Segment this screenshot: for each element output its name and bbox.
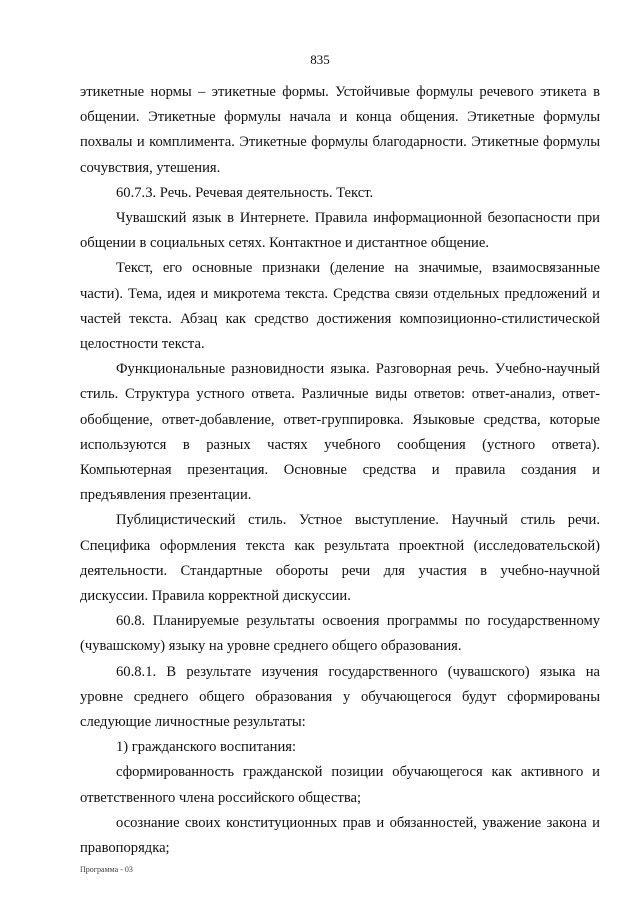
section-heading: 60.7.3. Речь. Речевая деятельность. Текст. <box>116 184 374 201</box>
paragraph: Текст, его основные признаки (деление на значимые, взаимосвязанные части). Тема, идея и микротема текста. Средства связи отдельных предложений и частей текста. Абзац как средство достижения композиционно-стилистической целостности текста. <box>80 260 600 353</box>
list-item: осознание своих конституционных прав и обязанностей, уважение закона и правопорядка; <box>80 814 600 857</box>
paragraph: 60.8.1. В результате изучения государственного (чувашского) языка на уровне среднего общего образования у обучающегося будут сформированы следующие личностные результаты: <box>80 663 600 731</box>
page-body <box>80 80 600 861</box>
paragraph: Функциональные разновидности языка. Разговорная речь. Учебно-научный стиль. Структура устного ответа. Различные виды ответов: ответ-анализ, ответ-обобщение, ответ-добавление, ответ-группировка. Языковые средства, которые используются в разных частях учебного сообщения (устного ответа). Компьютерная презентация. Основные средства и правила создания и предъявления презентации. <box>80 361 600 504</box>
footer-note: Программа - 03 <box>80 865 133 874</box>
section-heading: 60.8. Планируемые результаты освоения программы по государственному (чувашскому) языку на уровне среднего общего образования. <box>80 613 600 655</box>
list-item: 1) гражданского воспитания: <box>116 739 297 756</box>
paragraph: этикетные нормы – этикетные формы. Устойчивые формулы речевого этикета в общении. Этикетные формулы начала и конца общения. Этикетные формулы похвалы и комплимента. Этикетные формулы благодарности. Этикетные формулы сочувствия, утешения. <box>80 84 600 176</box>
paragraph: Публицистический стиль. Устное выступление. Научный стиль речи. Специфика оформления текста как результата проектной (исследовательской) деятельности. Стандартные обороты речи для участия в учебно-научной дискуссии. Правила корректной дискуссии. <box>80 512 600 605</box>
page-number: 835 <box>310 52 330 67</box>
list-item: сформированность гражданской позиции обучающегося как активного и ответственного члена российского общества; <box>80 764 600 806</box>
paragraph: Чувашский язык в Интернете. Правила информационной безопасности при общении в социальных сетях. Контактное и дистантное общение. <box>80 210 600 252</box>
